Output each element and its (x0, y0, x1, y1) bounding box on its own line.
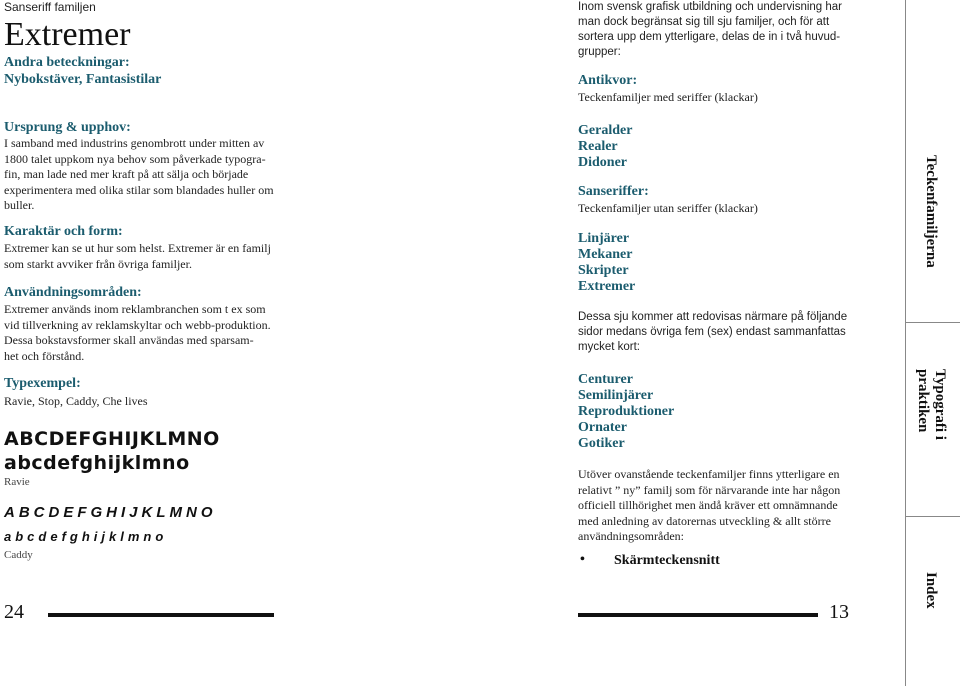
caddy-uppercase-specimen: ABCDEFGHIJKLMNO (4, 504, 217, 521)
family-item: Mekaner (578, 247, 633, 262)
family-item: Geralder (578, 123, 633, 138)
family-item: Ornater (578, 420, 627, 435)
caddy-label: Caddy (4, 549, 33, 561)
sanseriffer-family-list (578, 231, 635, 295)
other-family-list (578, 372, 674, 452)
right-page (578, 0, 858, 686)
character-heading: Karaktär och form: (4, 224, 123, 239)
character-text (4, 241, 289, 272)
family-item: Semilinjärer (578, 388, 654, 403)
usage-text (4, 302, 289, 364)
family-item: Reproduktioner (578, 404, 675, 419)
text-line: Utöver ovanstående teckenfamiljer finns ytterligare en (578, 467, 840, 481)
antikvor-description: Teckenfamiljer med seriffer (klackar) (578, 90, 758, 104)
antikvor-heading: Antikvor: (578, 73, 638, 88)
family-item: Skripter (578, 263, 629, 278)
side-tab-bar (905, 0, 960, 686)
sanseriffer-description: Teckenfamiljer utan seriffer (klackar) (578, 201, 758, 215)
remaining-text (578, 310, 858, 355)
footer-rule-right (578, 613, 818, 617)
usage-heading: Användningsområden: (4, 285, 142, 300)
family-item: Centurer (578, 372, 633, 387)
text-line: Dessa sju kommer att redovisas närmare på följande (578, 311, 848, 323)
text-line: användningsområden: (578, 529, 684, 543)
tab-typografi-i-praktiken[interactable] (906, 322, 960, 517)
text-line: vid tillverkning av reklamskyltar och webb-produktion. (4, 317, 271, 332)
text-line: Extremer används inom reklambranchen som t ex som (4, 302, 266, 316)
examples-heading: Typexempel: (4, 376, 81, 391)
text-line: Inom svensk grafisk utbildning och undervisning har (578, 1, 843, 13)
footer-rule-left (48, 613, 274, 617)
ravie-uppercase-specimen: ABCDEFGHIJKLMNO (4, 428, 220, 450)
bullet-icon: • (580, 552, 585, 567)
alt-names: Nybokstäver, Fantasistilar (4, 72, 162, 87)
left-page (0, 0, 290, 686)
page-title: Extremer (4, 16, 131, 53)
text-line: sidor medans övriga fem (sex) endast sammanfattas (578, 326, 846, 338)
tab-label: Index (923, 572, 939, 609)
text-line: fin, man lade ned mer kraft på att sälja och började (4, 167, 249, 181)
text-line: experimentera med olika stilar som blandades huller om (4, 182, 274, 197)
text-line: Extremer kan se ut hur som helst. Extremer är en familj (4, 241, 271, 255)
family-item: Linjärer (578, 231, 630, 246)
family-item: Gotiker (578, 436, 625, 451)
page-number-left: 24 (4, 601, 24, 623)
section-kicker: Sanseriff familjen (4, 0, 96, 14)
caddy-lowercase-specimen: abcdefghijklmno (4, 529, 168, 544)
text-line: officiell tillhörighet men ändå kräver ett omnämnande (578, 498, 838, 512)
text-line: sortera upp dem ytterligare, delas de in i två huvud- (578, 31, 841, 43)
text-line: grupper: (578, 46, 621, 58)
text-line: relativt ” ny” familj som för närvarande inte har någon (578, 482, 841, 497)
text-line: 1800 talet uppkom nya behov som påverkade typogra- (4, 151, 266, 166)
text-line: mycket kort: (578, 341, 640, 353)
tab-index[interactable] (906, 515, 960, 686)
ravie-lowercase-specimen: abcdefghijklmno (4, 452, 190, 474)
alt-names-heading: Andra beteckningar: (4, 55, 130, 70)
text-line: man dock begränsat sig till sju familjer, och för att (578, 16, 830, 28)
text-line: buller. (4, 198, 35, 212)
text-line: Dessa bokstavsformer skall användas med sparsam- (4, 333, 254, 347)
tab-label: Teckenfamiljerna (923, 155, 939, 268)
tab-label: Typografi i praktiken (915, 369, 948, 440)
antikvor-family-list (578, 123, 632, 171)
page-number-right: 13 (829, 601, 849, 623)
text-line: med anledning av datorernas utveckling & allt större (578, 513, 831, 528)
origin-heading: Ursprung & upphov: (4, 120, 131, 135)
ravie-label: Ravie (4, 476, 30, 488)
text-line: I samband med industrins genombrott under mitten av (4, 136, 265, 150)
tab-teckenfamiljerna[interactable] (906, 0, 960, 322)
origin-text (4, 136, 289, 214)
family-item: Didoner (578, 155, 627, 170)
text-line: som starkt avviker från övriga familjer. (4, 256, 192, 271)
examples-text: Ravie, Stop, Caddy, Che lives (4, 394, 148, 408)
family-item: Extremer (578, 279, 636, 294)
intro-text (578, 0, 858, 60)
bullet-item: Skärmteckensnitt (614, 553, 720, 568)
text-line: het och förstånd. (4, 348, 85, 363)
sanseriffer-heading: Sanseriffer: (578, 184, 649, 199)
family-item: Realer (578, 139, 618, 154)
closing-text (578, 467, 858, 545)
